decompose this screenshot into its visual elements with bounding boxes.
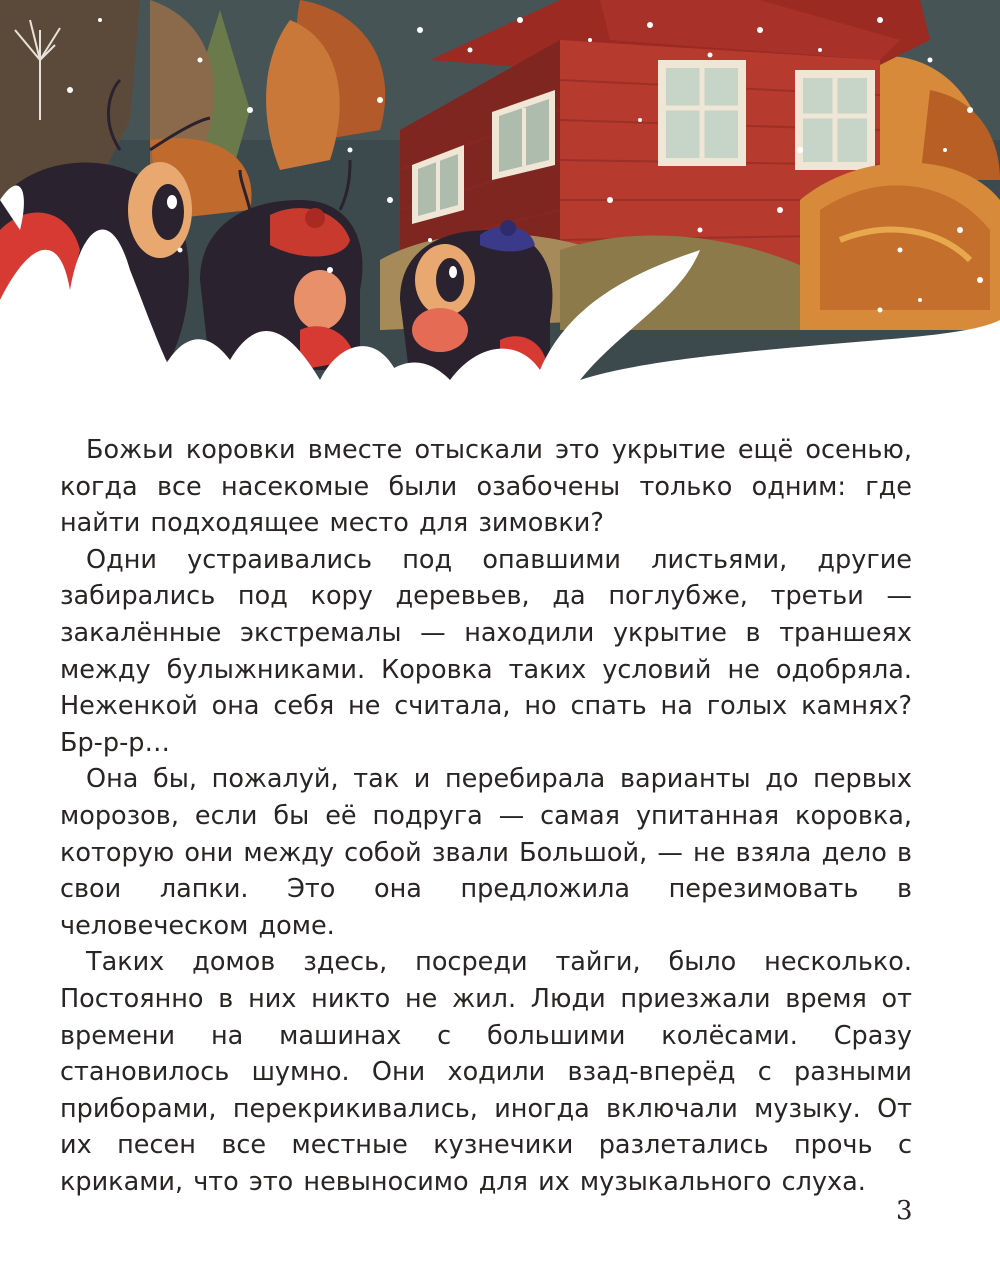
house-window: [658, 60, 746, 166]
story-text: [60, 432, 912, 1200]
paragraph: Она бы, пожалуй, так и перебирала варианты до первых морозов, если бы её подруга — самая упитанная коровка, которую они между собой звали Большой, — не взяла дело в свои лапки. Это она предложила перезимовать в человеческом доме.: [60, 764, 912, 941]
illustration: [0, 0, 1000, 400]
paragraph: Таких домов здесь, посреди тайги, было несколько. Постоянно в них никто не жил. Люди приезжали время от времени на машинах с большими колёсами. Сразу становилось шумно. Они ходили взад-вперёд с разными приборами, перекрикивались, иногда включали музыку. От их песен все местные кузнечики разлетались прочь с криками, что это невыносимо для их музыкального слуха.: [60, 947, 912, 1197]
house-window: [795, 70, 875, 170]
paragraph: Божьи коровки вместе отыскали это укрытие ещё осенью, когда все насекомые были озабочены только одним: где найти подходящее место для зимовки?: [60, 435, 912, 539]
paragraph: Одни устраивались под опавшими листьями, другие забирались под кору деревьев, да поглубже, третьи — закалённые экстремалы — находили укрытие в траншеях между булыжниками. Коровка таких условий не одобряла. Неженкой она себя не считала, но спать на голых камнях? Бр-р-р…: [60, 544, 912, 758]
page-number: 3: [896, 1196, 913, 1226]
